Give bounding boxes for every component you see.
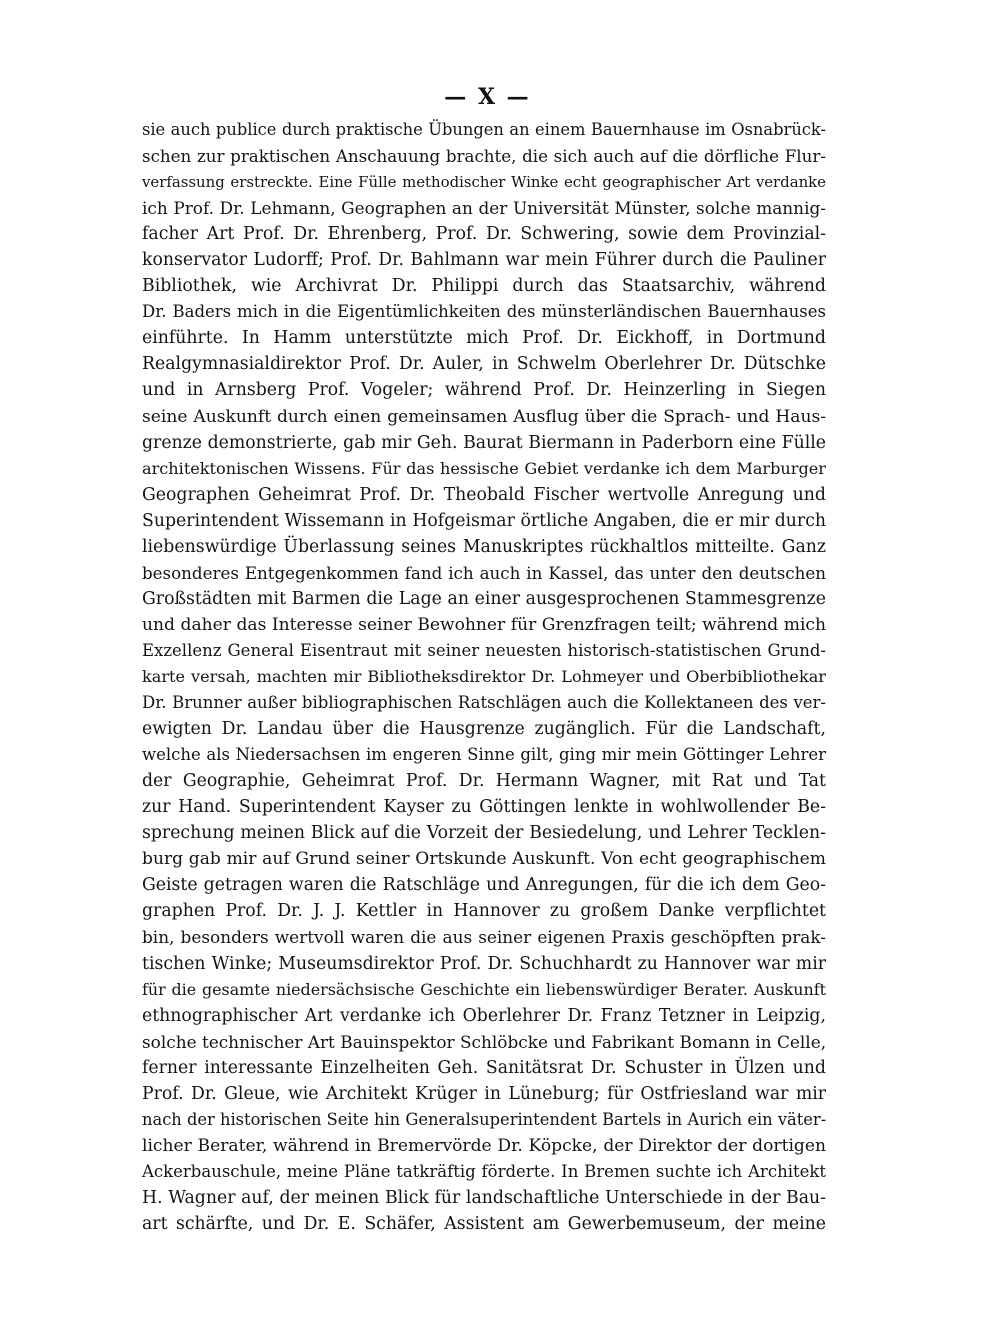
text-line: seine Auskunft durch einen gemeinsamen Ausflug über die Sprach- und Haus-: [142, 406, 826, 427]
text-line: Großstädten mit Barmen die Lage an einer ausgesprochenen Stammesgrenze: [142, 588, 826, 609]
text-line: H. Wagner auf, der meinen Blick für landschaftliche Unterschiede in der Bau-: [142, 1187, 826, 1208]
text-line: graphen Prof. Dr. J. J. Kettler in Hannover zu großem Danke verpflichtet: [142, 901, 826, 922]
text-line: liebenswürdige Überlassung seines Manuskriptes rückhaltlos mitteilte. Ganz: [142, 536, 826, 557]
text-line: Superintendent Wissemann in Hofgeismar örtliche Angaben, die er mir durch: [142, 510, 826, 531]
text-line: art schärfte, und Dr. E. Schäfer, Assistent am Gewerbemuseum, der meine: [142, 1213, 826, 1234]
text-line: grenze demonstrierte, gab mir Geh. Baurat Biermann in Paderborn eine Fülle: [142, 432, 826, 453]
text-line: Realgymnasialdirektor Prof. Dr. Auler, in Schwelm Oberlehrer Dr. Dütschke: [142, 354, 826, 375]
text-line: ethnographischer Art verdanke ich Oberlehrer Dr. Franz Tetzner in Leipzig,: [142, 1005, 826, 1026]
text-line: zur Hand. Superintendent Kayser zu Göttingen lenkte in wohlwollender Be-: [142, 797, 826, 818]
text-line: Geiste getragen waren die Ratschläge und Anregungen, für die ich dem Geo-: [142, 875, 826, 896]
text-line: solche technischer Art Bauinspektor Schlöbcke und Fabrikant Bomann in Celle,: [142, 1031, 826, 1052]
text-line: facher Art Prof. Dr. Ehrenberg, Prof. Dr. Schwering, sowie dem Provinzial-: [142, 224, 826, 245]
text-line: einführte. In Hamm unterstützte mich Prof. Dr. Eickhoff, in Dortmund: [142, 328, 826, 349]
page-number: — X —: [444, 84, 531, 110]
text-line: Ackerbauschule, meine Pläne tatkräftig förderte. In Bremen suchte ich Architekt: [142, 1161, 826, 1181]
text-line: ferner interessante Einzelheiten Geh. Sanitätsrat Dr. Schuster in Ülzen und: [142, 1057, 826, 1078]
body-text: [142, 117, 826, 1237]
text-line: konservator Ludorff; Prof. Dr. Bahlmann war mein Führer durch die Pauliner: [142, 250, 826, 271]
text-line: und daher das Interesse seiner Bewohner für Grenzfragen teilt; während mich: [142, 614, 826, 635]
text-line: Prof. Dr. Gleue, wie Architekt Krüger in Lüneburg; für Ostfriesland war mir: [142, 1083, 826, 1104]
text-line: schen zur praktischen Anschauung brachte, die sich auch auf die dörfliche Flur-: [142, 146, 826, 167]
text-line: verfassung erstreckte. Eine Fülle methodischer Winke echt geographischer Art verdanke: [142, 173, 826, 192]
text-line: sie auch publice durch praktische Übungen an einem Bauernhause im Osnabrück-: [142, 120, 826, 139]
text-line: Geographen Geheimrat Prof. Dr. Theobald Fischer wertvolle Anregung und: [142, 484, 826, 505]
text-line: tischen Winke; Museumsdirektor Prof. Dr. Schuchhardt zu Hannover war mir: [142, 953, 826, 974]
text-line: Exzellenz General Eisentraut mit seiner neuesten historisch-statistischen Grund-: [142, 640, 826, 660]
text-line: ewigten Dr. Landau über die Hausgrenze zugänglich. Für die Landschaft,: [142, 719, 826, 740]
text-line: karte versah, machten mir Bibliotheksdirektor Dr. Lohmeyer und Oberbibliothekar: [142, 666, 826, 686]
text-line: licher Berater, während in Bremervörde Dr. Köpcke, der Direktor der dortigen: [142, 1135, 826, 1156]
text-line: Dr. Brunner außer bibliographischen Ratschlägen auch die Kollektaneen des ver-: [142, 693, 826, 713]
text-line: bin, besonders wertvoll waren die aus seiner eigenen Praxis geschöpften prak-: [142, 927, 826, 948]
text-line: burg gab mir auf Grund seiner Ortskunde Auskunft. Von echt geographischem: [142, 849, 826, 870]
text-line: besonderes Entgegenkommen fand ich auch in Kassel, das unter den deutschen: [142, 562, 826, 583]
text-line: Bibliothek, wie Archivrat Dr. Philippi durch das Staatsarchiv, während: [142, 276, 826, 297]
text-line: der Geographie, Geheimrat Prof. Dr. Hermann Wagner, mit Rat und Tat: [142, 771, 826, 792]
text-line: für die gesamte niedersächsische Geschichte ein liebenswürdiger Berater. Auskunft: [142, 979, 826, 999]
text-line: welche als Niedersachsen im engeren Sinne gilt, ging mir mein Göttinger Lehrer: [142, 745, 826, 765]
text-line: und in Arnsberg Prof. Vogeler; während Prof. Dr. Heinzerling in Siegen: [142, 380, 826, 401]
text-line: sprechung meinen Blick auf die Vorzeit der Besiedelung, und Lehrer Tecklen-: [142, 823, 826, 844]
text-line: Dr. Baders mich in die Eigentümlichkeiten des münsterländischen Bauernhauses: [142, 302, 826, 322]
text-line: ich Prof. Dr. Lehmann, Geographen an der Universität Münster, solche mannig-: [142, 198, 826, 219]
text-line: architektonischen Wissens. Für das hessische Gebiet verdanke ich dem Marburger: [142, 458, 826, 478]
text-line: nach der historischen Seite hin Generalsuperintendent Bartels in Aurich ein väter-: [142, 1109, 826, 1129]
